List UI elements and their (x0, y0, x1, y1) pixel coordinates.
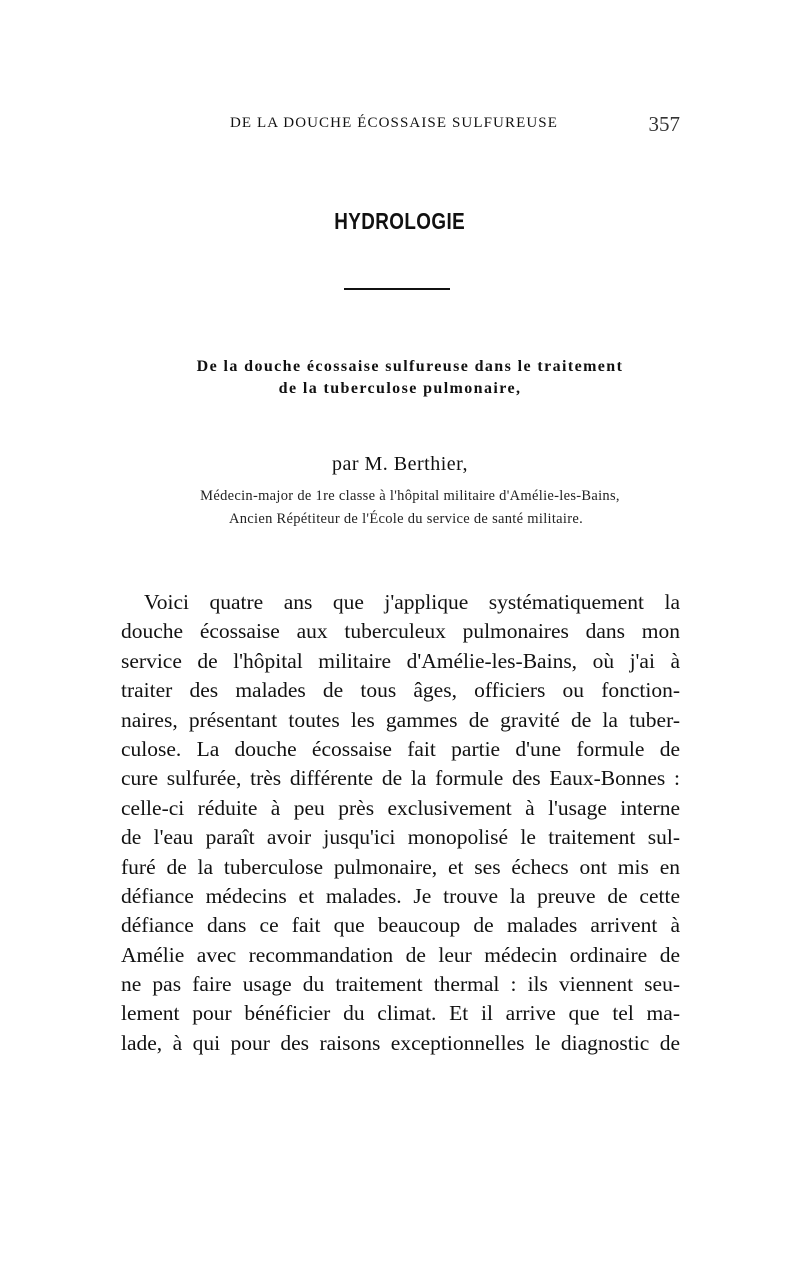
text-line: ne pas faire usage du traitement thermal : ils viennent seu- (121, 972, 680, 997)
title-divider (344, 288, 450, 290)
affiliation-line: Médecin-major de 1re classe à l'hôpital militaire d'Amélie-les-Bains, (200, 488, 620, 504)
article-title (0, 356, 800, 400)
section-title: HYDROLOGIE (334, 208, 466, 234)
text-line: lade, à qui pour des raisons exceptionnelles le diagnostic de (121, 1030, 680, 1055)
text-line: cure sulfurée, très différente de la formule des Eaux-Bonnes : (121, 766, 680, 791)
article-title-line: de la tuberculose pulmonaire, (278, 380, 522, 397)
affiliation-line: Ancien Répétiteur de l'École du service de santé militaire. (228, 511, 584, 527)
article-title-line: De la douche écossaise sulfureuse dans le traitement (196, 358, 624, 375)
running-head (120, 112, 680, 139)
text-line: naires, présentant toutes les gammes de gravité de la tuber- (121, 707, 680, 732)
text-line: Amélie avec recommandation de leur médecin ordinaire de (121, 942, 680, 967)
author-byline: par M. Berthier, (331, 453, 469, 475)
text-line: Voici quatre ans que j'applique systématiquement la (144, 590, 680, 614)
text-line: furé de la tuberculose pulmonaire, et ses échecs ont mis en (121, 854, 680, 879)
text-line: lement pour bénéficier du climat. Et il arrive que tel ma- (121, 1001, 680, 1026)
body-paragraph (121, 588, 680, 1058)
text-line: service de l'hôpital militaire d'Amélie-les-Bains, où j'ai à (121, 648, 680, 673)
running-title: DE LA DOUCHE ÉCOSSAISE SULFUREUSE (230, 115, 558, 131)
page-number: 357 (648, 112, 680, 136)
text-line: douche écossaise aux tuberculeux pulmonaires dans mon (121, 619, 680, 644)
text-line: défiance médecins et malades. Je trouve la preuve de cette (121, 883, 680, 908)
text-line: de l'eau paraît avoir jusqu'ici monopolisé le traitement sul- (121, 825, 680, 850)
text-line: celle-ci réduite à peu près exclusivement à l'usage interne (121, 795, 680, 820)
author-affiliation (0, 485, 800, 531)
text-line: culose. La douche écossaise fait partie d'une formule de (121, 736, 680, 761)
text-line: traiter des malades de tous âges, officiers ou fonction- (121, 678, 680, 703)
text-line: défiance dans ce fait que beaucoup de malades arrivent à (121, 913, 680, 938)
